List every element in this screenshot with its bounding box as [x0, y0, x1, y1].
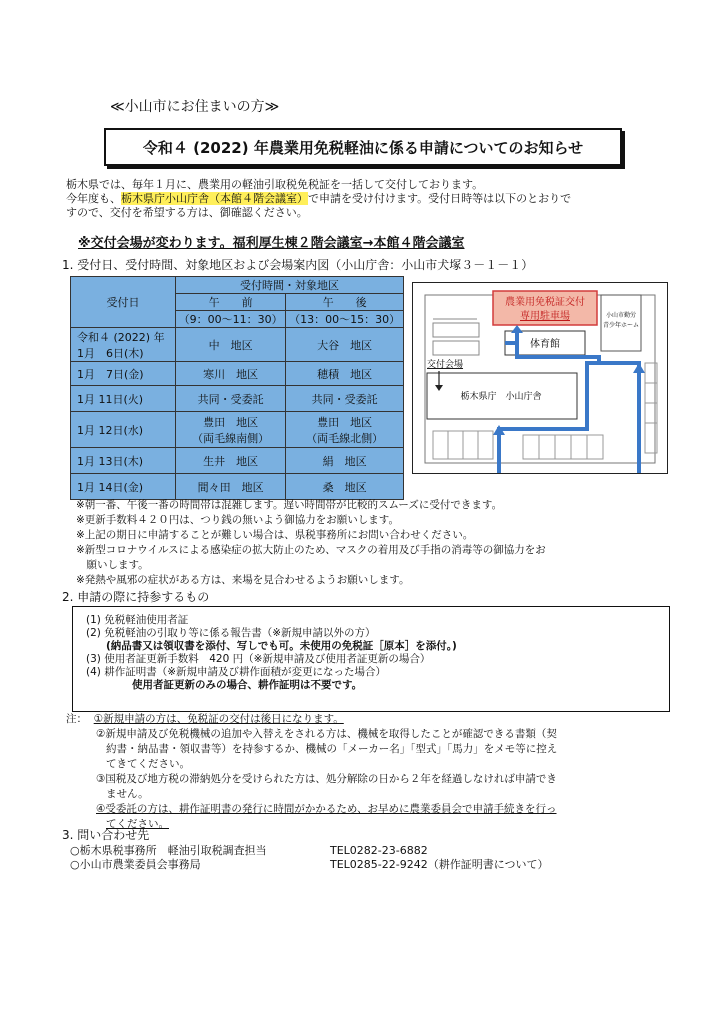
item-line: (4) 耕作証明書（※新規申請及び耕作面積が変更になった場合）: [86, 666, 387, 678]
am-area: 共同・受委託: [176, 386, 286, 412]
intro-line-2-pre: 今年度も、: [66, 192, 121, 205]
note-line: [66, 712, 557, 727]
schedule-table: [70, 276, 404, 500]
table-row: [71, 328, 404, 362]
parking-label-2: 専用駐車場: [520, 311, 570, 322]
row-date: 1月 14日(金): [71, 474, 176, 500]
am-area: 間々田 地区: [176, 474, 286, 500]
youth-home-label: 小山市勤労: [605, 312, 637, 319]
note-line: 約書・納品書・領収書等）を持参するか、機械の「メーカー名」「型式」「馬力」をメモ等に控え: [106, 743, 558, 755]
pm-area: 桑 地区: [286, 474, 404, 500]
venue-map-drawing: [413, 283, 667, 473]
col-date-header: 受付日: [71, 277, 176, 328]
venue-highlight: 栃木県庁小山庁舎（本館４階会議室）: [121, 192, 308, 205]
item-line: (1) 免税軽油使用者証: [86, 614, 189, 626]
section-2-heading: 2. 申請の際に持参するもの: [62, 590, 210, 604]
row-date: 1月 13日(木): [71, 448, 176, 474]
note-line: 願いします。: [76, 559, 149, 571]
venue-label: 交付会場: [427, 360, 464, 370]
note-line: ※更新手数料４２０円は、つり銭の無いよう御協力をお願いします。: [76, 514, 399, 526]
pm-area: 絹 地区: [286, 448, 404, 474]
note-1: ①新規申請の方は、免税証の交付は後日になります。: [93, 713, 344, 725]
note-line: ※新型コロナウイルスによる感染症の拡大防止のため、マスクの着用及び手指の消毒等の御協力をお: [76, 544, 546, 556]
note-line: てきてください。: [106, 758, 190, 770]
pm-time: （13：00～15：30）: [286, 311, 404, 328]
note-line: ※発熱や風邪の症状がある方は、来場を見合わせるようお願いします。: [76, 574, 410, 586]
contact-row: [70, 858, 549, 872]
parking-label: 農業用免税証交付: [505, 297, 585, 308]
main-building-label: 栃木県庁 小山庁舎: [460, 392, 542, 402]
am-area: 生井 地区: [176, 448, 286, 474]
section-3-heading: 3. 問い合わせ先: [62, 828, 150, 842]
am-area: [176, 412, 286, 448]
table-row: [71, 474, 404, 500]
route-arrowhead-icon: [511, 325, 523, 333]
contact-tel: TEL0282-23-6882: [330, 844, 428, 857]
note-line: ※上記の期日に申請することが難しい場合は、県税事務所にお問い合わせください。: [76, 529, 474, 541]
venue-change-notice: ※交付会場が変わります。福利厚生棟２階会議室→本館４階会議室: [78, 236, 465, 251]
intro-text: [66, 178, 666, 220]
row-date: 1月 12日(水): [71, 412, 176, 448]
note-line: てください。: [106, 818, 169, 830]
youth-home-label-2: 青少年ホーム: [602, 322, 640, 329]
contact-row: [70, 844, 549, 858]
venue-map: [412, 282, 668, 474]
table-row: [71, 386, 404, 412]
pm-area-line-2: （両毛線北側）: [306, 431, 384, 445]
item-line: (納品書又は領収書を添付、写しでも可。未使用の免税証［原本］を添付。): [106, 640, 457, 652]
section-1-heading: 1. 受付日、受付時間、対象地区および会場案内図（小山庁舎：小山市犬塚３－１－１）: [62, 258, 534, 272]
note-line: ④受委託の方は、耕作証明書の発行に時間がかかるため、お早めに農業委員会で申請手続きを行っ: [96, 803, 557, 815]
section-2-notes: [66, 712, 557, 832]
pm-area-line-1: 豊田 地区: [317, 415, 373, 429]
pm-area: 共同・受委託: [286, 386, 404, 412]
row-date: 1月 11日(火): [71, 386, 176, 412]
date-line-2: 1月 6日(木): [77, 346, 144, 360]
note-line: ません。: [106, 788, 149, 800]
intro-line-2: [66, 192, 666, 206]
am-area: 中 地区: [176, 328, 286, 362]
contacts: [70, 844, 549, 872]
item-line: (3) 使用者証更新手数料 420 円（※新規申請及び使用者証更新の場合）: [86, 653, 431, 665]
intro-line-2-post: で申請を受け付けます。受付日時等は以下のとおりで: [308, 192, 572, 205]
pm-area: [286, 412, 404, 448]
pm-area: 大谷 地区: [286, 328, 404, 362]
gym-label: 体育館: [530, 339, 560, 350]
am-area: 寒川 地区: [176, 362, 286, 386]
notes-label: 注：: [66, 713, 87, 725]
contact-name: ○小山市農業委員会事務局: [70, 858, 201, 871]
pm-area: 穂積 地区: [286, 362, 404, 386]
row-date: [71, 328, 176, 362]
contact-name: ○栃木県税事務所 軽油引取税調査担当: [70, 844, 267, 857]
table-row: [71, 362, 404, 386]
contact-tel: TEL0285-22-9242（耕作証明書について）: [330, 858, 549, 871]
route-arrows: [499, 331, 639, 473]
col-group-header: 受付時間・対象地区: [176, 277, 404, 294]
date-line-1: 令和４ (2022) 年: [77, 330, 165, 344]
note-line: ※朝一番、午後一番の時間帯は混雑します。遅い時間帯が比較的スムーズに受付できます。: [76, 499, 503, 511]
note-line: ③国税及び地方税の滞納処分を受けられた方は、処分解除の日から２年を経過しなければ申請でき: [96, 773, 557, 785]
intro-line-3: すので、交付を希望する方は、御確認ください。: [66, 206, 308, 219]
note-line: ②新規申請及び免税機械の追加や入替えをされる方は、機械を取得したことが確認できる書類（契: [96, 728, 557, 740]
section-1-notes: [76, 498, 546, 588]
table-row: [71, 448, 404, 474]
intro-line-1: 栃木県では、毎年１月に、農業用の軽油引取税免税証を一括して交付しております。: [66, 178, 484, 191]
am-area-line-2: （両毛線南側）: [192, 431, 270, 445]
item-line: 使用者証更新のみの場合、耕作証明は不要です。: [132, 679, 363, 691]
am-header: 午 前: [176, 294, 286, 311]
am-time: （9：00～11：30）: [176, 311, 286, 328]
am-area-line-1: 豊田 地区: [203, 415, 259, 429]
row-date: 1月 7日(金): [71, 362, 176, 386]
audience-heading: ≪小山市にお住まいの方≫: [110, 99, 280, 115]
page-title: 令和４ (2022) 年農業用免税軽油に係る申請についてのお知らせ: [104, 128, 622, 166]
required-items: [86, 614, 457, 692]
table-row: [71, 412, 404, 448]
item-line: (2) 免税軽油の引取り等に係る報告書（※新規申請以外の方）: [86, 627, 376, 639]
pm-header: 午 後: [286, 294, 404, 311]
